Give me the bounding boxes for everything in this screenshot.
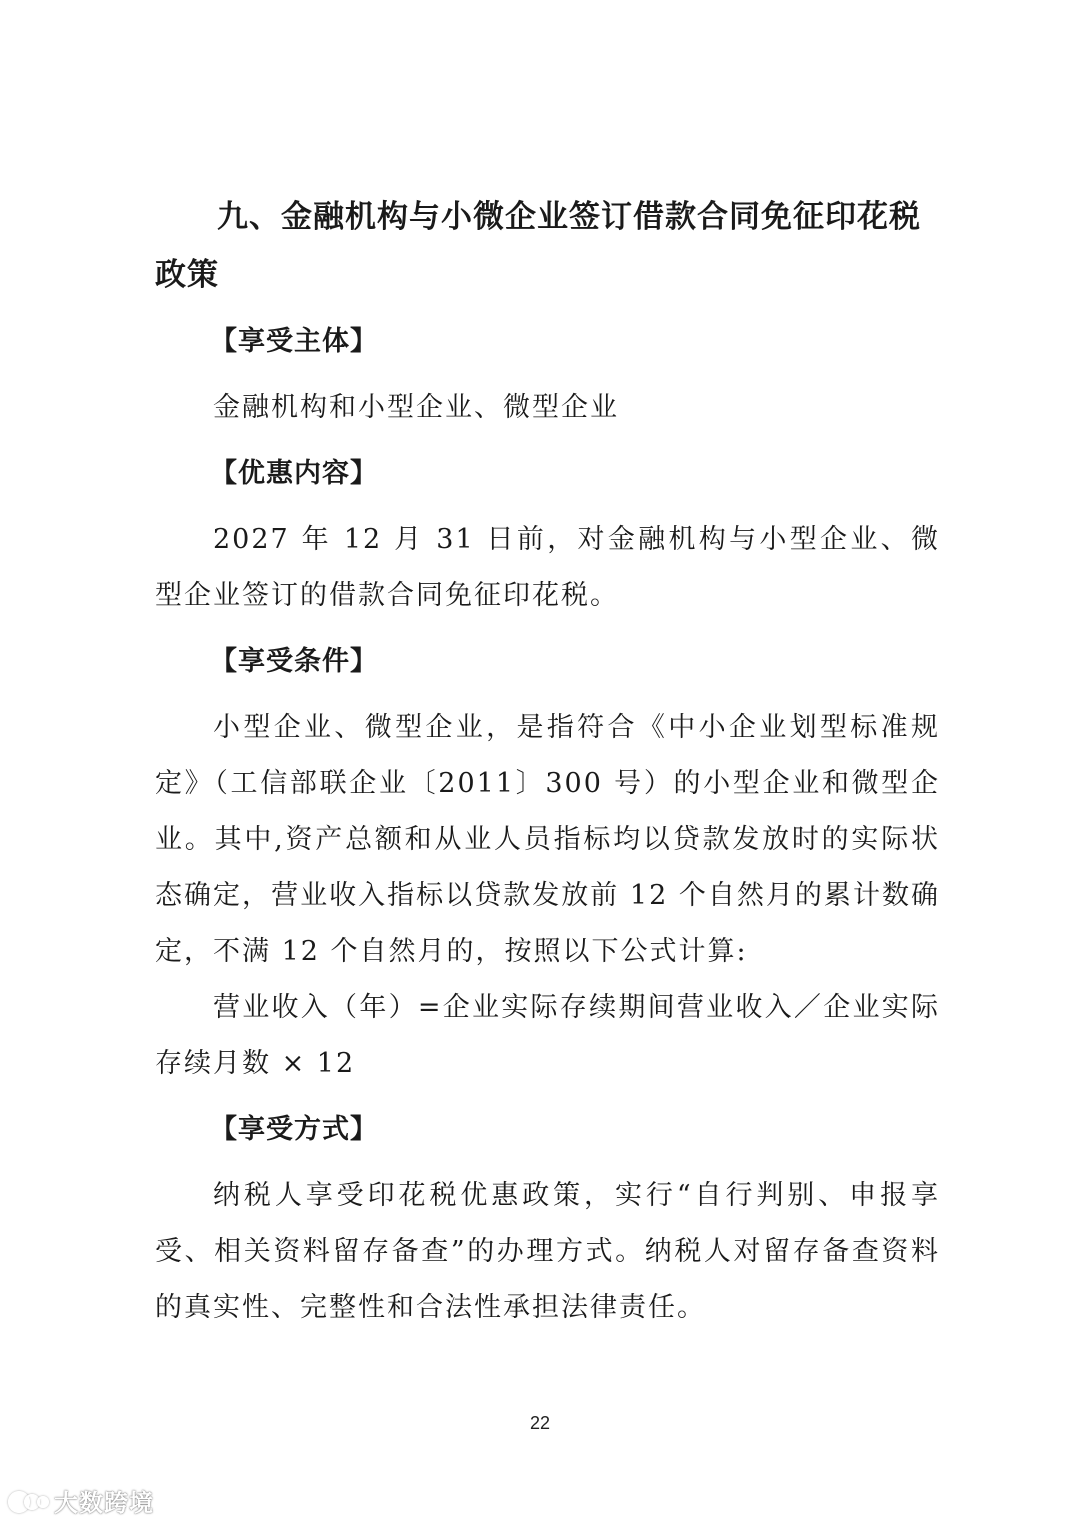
page-number: 22 bbox=[529, 1413, 551, 1433]
document-title: 九、金融机构与小微企业签订借款合同免征印花税政策 bbox=[155, 199, 921, 293]
watermark-text: 大数跨境 bbox=[54, 1488, 154, 1517]
section-paragraph: 2027 年 12 月 31 日前，对金融机构与小型企业、微型企业签订的借款合同免征印花税。 bbox=[155, 524, 940, 611]
section-heading-beneficiary: 【享受主体】 bbox=[210, 326, 378, 357]
brand-rings-icon bbox=[8, 1487, 48, 1513]
section-paragraph: 小型企业、微型企业，是指符合《中小企业划型标准规定》（工信部联企业〔2011〕300 号）的小型企业和微型企业。其中,资产总额和从业人员指标均以贷款发放时的实际状态确定，营业收入指标以贷款发放前 12 个自然月的累计数确定，不满 12 个自然月的，按照以下公式计算: bbox=[155, 712, 940, 967]
document-body bbox=[155, 188, 940, 1350]
section-method bbox=[155, 1110, 940, 1336]
section-heading-method: 【享受方式】 bbox=[210, 1114, 378, 1145]
section-heading-conditions: 【享受条件】 bbox=[210, 646, 378, 677]
section-preferential-content bbox=[155, 454, 940, 624]
section-paragraph: 纳税人享受印花税优惠政策，实行“自行判别、申报享受、相关资料留存备查”的办理方式。纳税人对留存备查资料的真实性、完整性和合法性承担法律责任。 bbox=[155, 1180, 940, 1323]
watermark bbox=[8, 1482, 154, 1518]
formula-paragraph: 营业收入（年）=企业实际存续期间营业收入／企业实际存续月数 × 12 bbox=[155, 992, 940, 1079]
section-beneficiary bbox=[155, 322, 940, 436]
section-heading-preferential-content: 【优惠内容】 bbox=[210, 458, 378, 489]
section-paragraph: 金融机构和小型企业、微型企业 bbox=[213, 392, 619, 423]
section-conditions bbox=[155, 642, 940, 1092]
